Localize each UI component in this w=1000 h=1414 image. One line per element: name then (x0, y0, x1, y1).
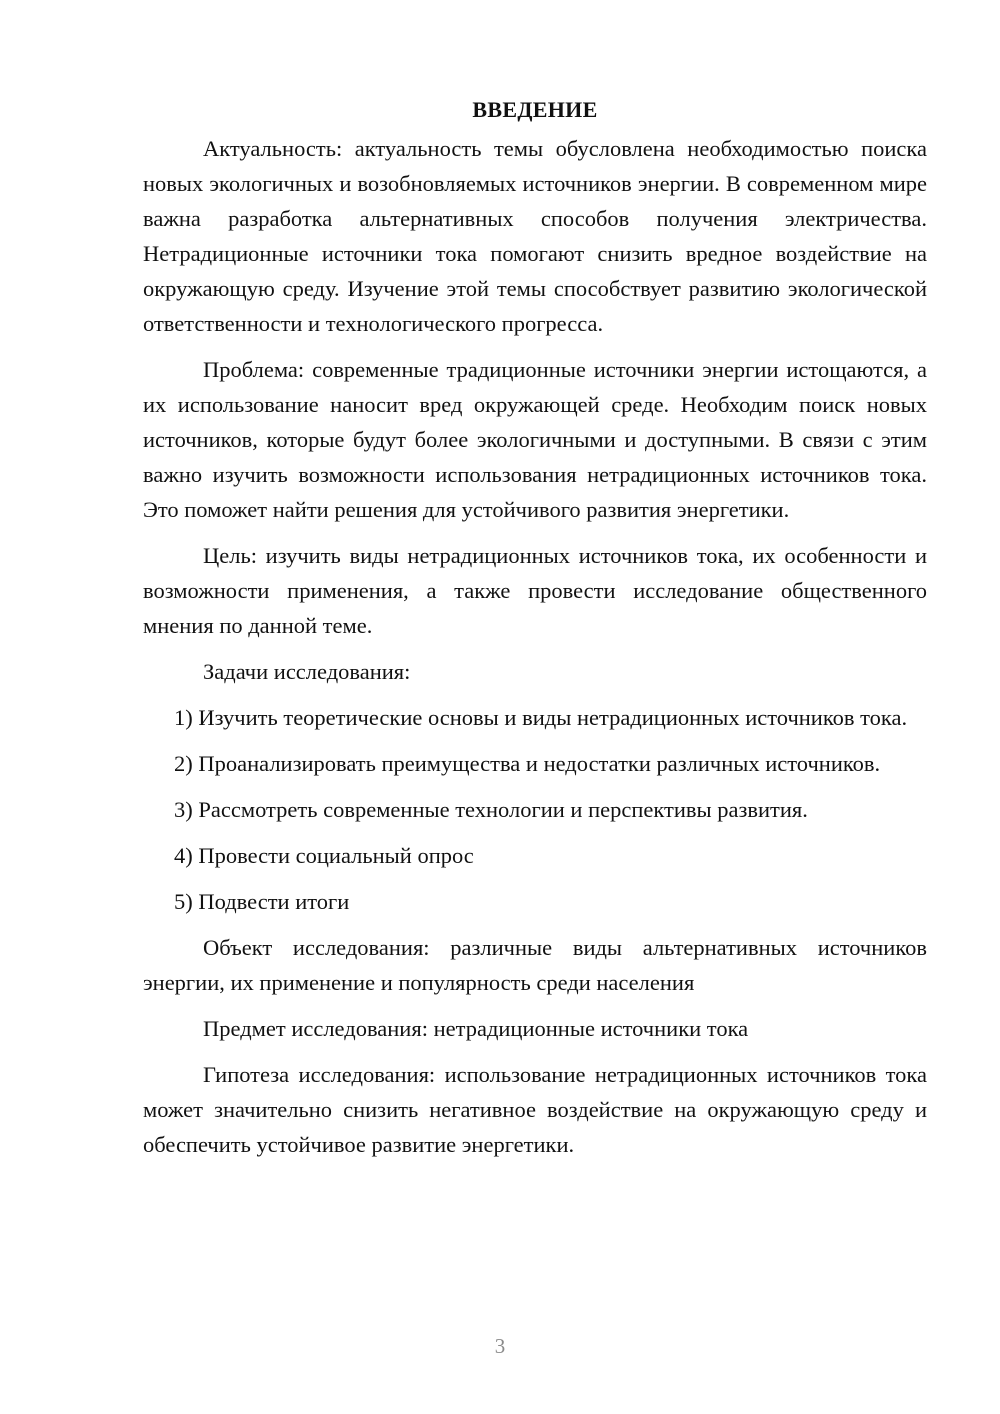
section-heading: ВВЕДЕНИЕ (472, 97, 598, 122)
subject-paragraph: Предмет исследования: нетрадиционные источники тока (203, 1016, 749, 1041)
object-paragraph: Объект исследования: различные виды альтернативных источников энергии, их применение и популярность среди населения (143, 935, 927, 995)
document-body (143, 92, 927, 1162)
problem-paragraph: Проблема: современные традиционные источники энергии истощаются, а их использование наносит вред окружающей среде. Необходим поиск новых источников, которые будут более экологичными и доступными. В связи с этим важно изучить возможности использования нетрадиционных источников тока. Это поможет найти решения для устойчивого развития энергетики. (143, 357, 927, 522)
relevance-paragraph: Актуальность: актуальность темы обусловлена необходимостью поиска новых экологичных и возобновляемых источников энергии. В современном мире важна разработка альтернативных способов получения электричества. Нетрадиционные источники тока помогают снизить вредное воздействие на окружающую среду. Изучение этой темы способствует развитию экологической ответственности и технологического прогресса. (143, 136, 927, 336)
task-item: 1) Изучить теоретические основы и виды нетрадиционных источников тока. (174, 705, 908, 730)
task-item: 4) Провести социальный опрос (174, 843, 474, 868)
task-item: 3) Рассмотреть современные технологии и перспективы развития. (174, 797, 808, 822)
task-item: 2) Проанализировать преимущества и недостатки различных источников. (174, 751, 881, 776)
task-item: 5) Подвести итоги (174, 889, 350, 914)
tasks-heading: Задачи исследования: (203, 659, 411, 684)
page-number: 3 (494, 1334, 506, 1358)
hypothesis-paragraph: Гипотеза исследования: использование нетрадиционных источников тока может значительно снизить негативное воздействие на окружающую среду и обеспечить устойчивое развитие энергетики. (143, 1062, 927, 1157)
goal-paragraph: Цель: изучить виды нетрадиционных источников тока, их особенности и возможности применения, а также провести исследование общественного мнения по данной теме. (143, 543, 927, 638)
